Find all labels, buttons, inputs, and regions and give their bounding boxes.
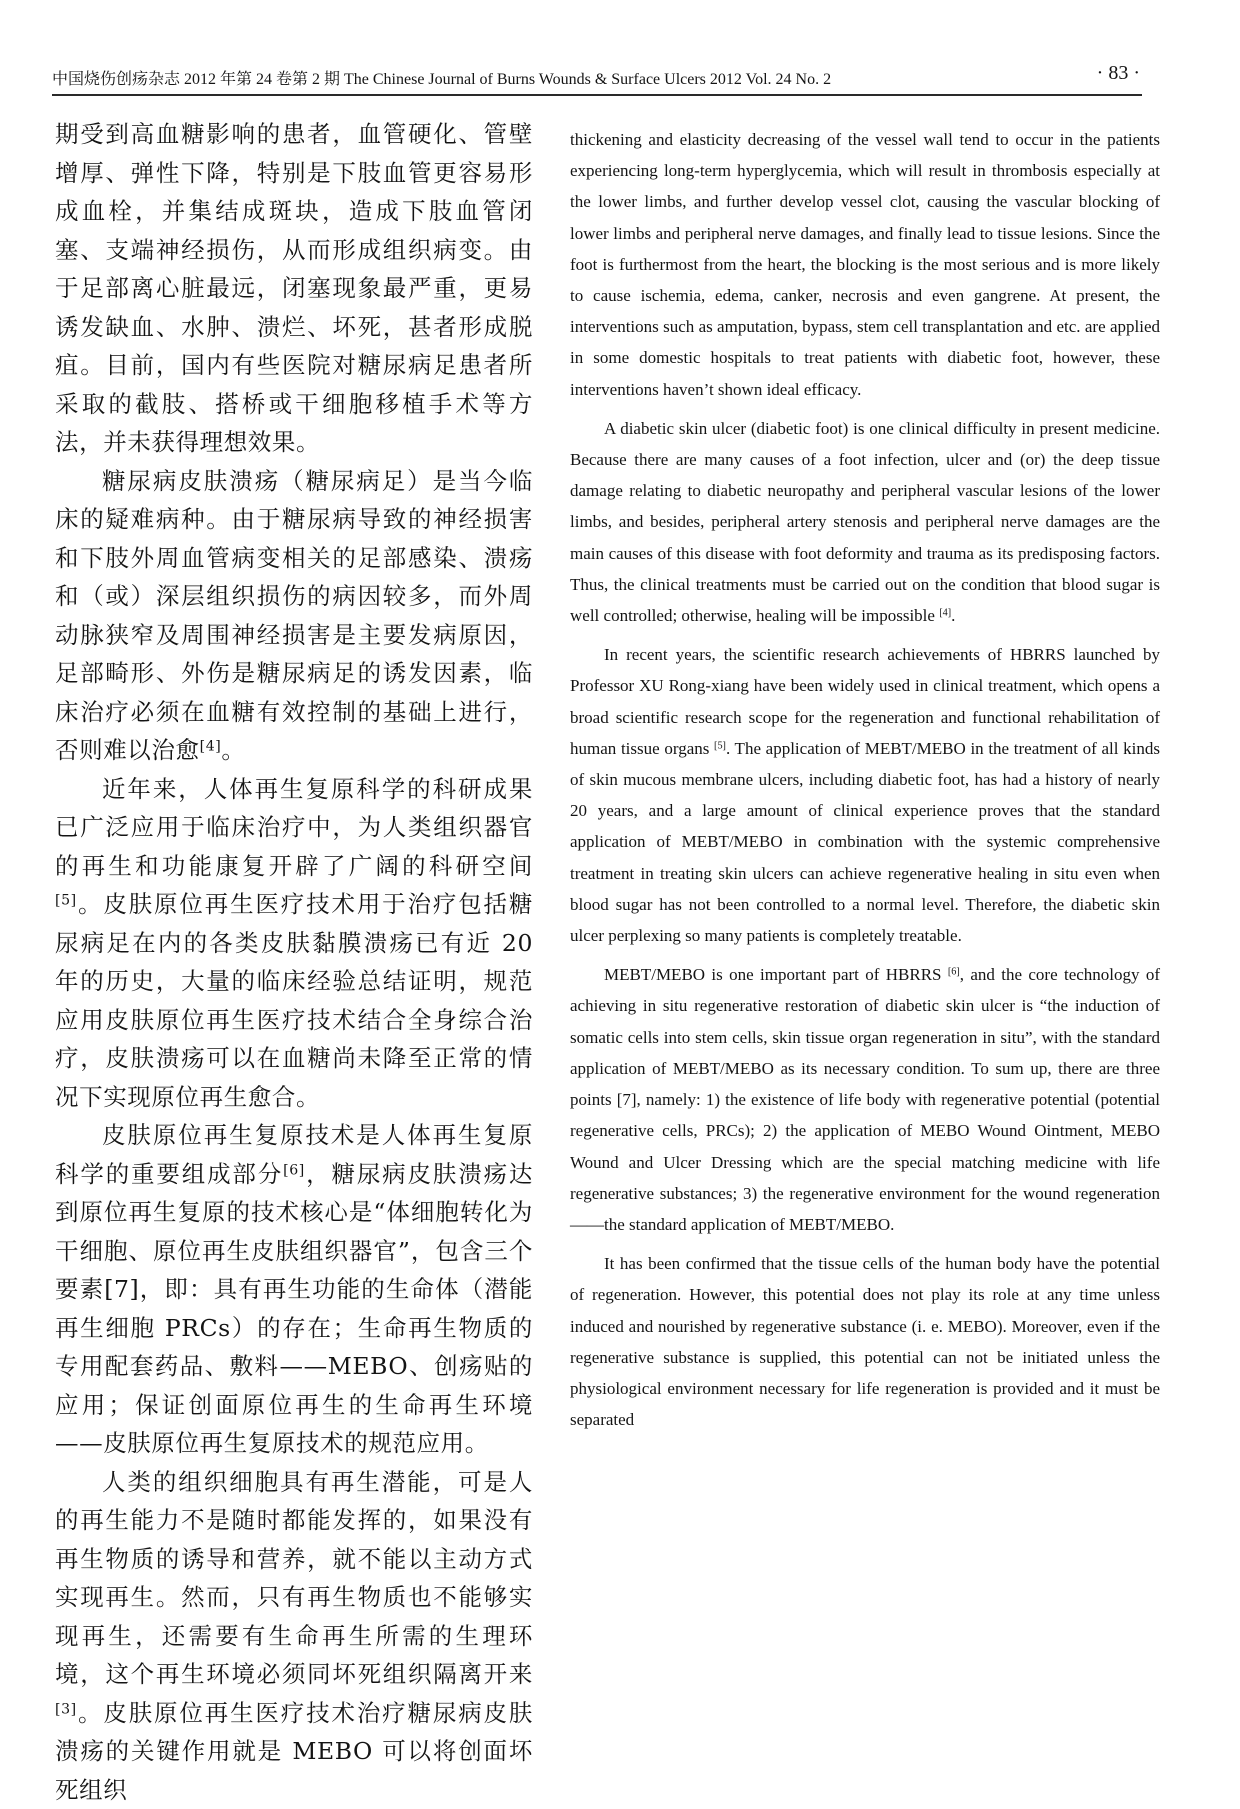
en-paragraph-text: In recent years, the scientific research achievements of HBRRS launched by Professor XU Rong-xiang have been widely used in clinical treatment, which opens a broad scientific research scope for the regeneration and functional rehabilitation of human tissue organs	[570, 645, 1160, 758]
page-number: · 83 ·	[1097, 62, 1140, 85]
zh-paragraph-5	[55, 1463, 533, 1809]
zh-paragraph-tail: ，糖尿病皮肤溃疡达到原位再生复原的技术核心是“体细胞转化为干细胞、原位再生皮肤组织器官”，包含三个要素[7]，即：具有再生功能的生命体（潜能再生细胞 PRCs）的存在；生命再生物质的专用配套药品、敷料——MEBO、创疡贴的应用；保证创面原位再生的生命再生环境——皮肤原位再生复原技术的规范应用。	[55, 1160, 533, 1458]
zh-paragraph-2	[55, 462, 533, 770]
zh-paragraph-text: 皮肤原位再生复原技术是人体再生复原科学的重要组成部分	[55, 1121, 533, 1188]
citation-ref: [3]	[55, 1701, 77, 1717]
en-paragraph-4	[570, 959, 1160, 1240]
en-paragraph-3	[570, 639, 1160, 951]
en-paragraph-tail: .	[951, 606, 955, 625]
english-text-column	[570, 124, 1160, 1443]
citation-ref: [4]	[939, 607, 951, 618]
zh-paragraph-3	[55, 770, 533, 1117]
en-paragraph-1	[570, 124, 1160, 405]
zh-paragraph-tail: 。	[221, 736, 245, 764]
en-paragraph-text: It has been confirmed that the tissue cells of the human body have the potential of regeneration. However, this potential does not play its role at any time unless induced and nourished by regenerative substance (i. e. MEBO). Moreover, even if the regenerative substance is supplied, this potential can not be initiated unless the physiological environment necessary for life regeneration is provided and it must be separated	[570, 1254, 1160, 1429]
zh-paragraph-1	[55, 115, 533, 462]
zh-paragraph-4	[55, 1116, 533, 1463]
en-paragraph-tail: , and the core technology of achieving in situ regenerative restoration of diabetic skin ulcer is “the induction of somatic cells into stem cells, skin tissue organ regeneration in situ”, with the standard application of MEBT/MEBO as its necessary condition. To sum up, there are three points [7], namely: 1) the existence of life body with regenerative potential (potential regenerative cells, PRCs); 2) the application of MEBO Wound Ointment, MEBO Wound and Ulcer Dressing which are the special matching medicine with life regenerative substances; 3) the regenerative environment for the wound regeneration——the standard application of MEBT/MEBO.	[570, 965, 1160, 1234]
zh-paragraph-text: 近年来，人体再生复原科学的科研成果已广泛应用于临床治疗中，为人类组织器官的再生和功能康复开辟了广阔的科研空间	[55, 775, 533, 880]
en-paragraph-2	[570, 413, 1160, 631]
zh-paragraph-text: 期受到高血糖影响的患者，血管硬化、管壁增厚、弹性下降，特别是下肢血管更容易形成血栓，并集结成斑块，造成下肢血管闭塞、支端神经损伤，从而形成组织病变。由于足部离心脏最远，闭塞现象最严重，更易诱发缺血、水肿、溃烂、坏死，甚者形成脱疽。目前，国内有些医院对糖尿病足患者所采取的截肢、搭桥或干细胞移植手术等方法，并未获得理想效果。	[55, 120, 533, 456]
en-paragraph-5	[570, 1248, 1160, 1435]
running-header	[52, 62, 1142, 96]
en-paragraph-text: thickening and elasticity decreasing of the vessel wall tend to occur in the patients experiencing long-term hyperglycemia, which will result in thrombosis especially at the lower limbs, and further develop vessel clot, causing the vascular blocking of lower limbs and peripheral nerve damages, and finally lead to tissue lesions. Since the foot is furthermost from the heart, the blocking is the most serious and is more likely to cause ischemia, edema, canker, necrosis and even gangrene. At present, the interventions such as amputation, bypass, stem cell transplantation and etc. are applied in some domestic hospitals to treat patients with diabetic foot, however, these interventions haven’t shown ideal efficacy.	[570, 130, 1160, 399]
zh-paragraph-text: 糖尿病皮肤溃疡（糖尿病足）是当今临床的疑难病种。由于糖尿病导致的神经损害和下肢外周血管病变相关的足部感染、溃疡和（或）深层组织损伤的病因较多，而外周动脉狭窄及周围神经损害是主要发病原因，足部畸形、外伤是糖尿病足的诱发因素，临床治疗必须在血糖有效控制的基础上进行，否则难以治愈	[55, 467, 533, 765]
citation-ref: [5]	[55, 892, 77, 908]
citation-ref: [5]	[714, 740, 726, 751]
citation-ref: [4]	[200, 738, 222, 754]
chinese-text-column	[55, 115, 533, 1809]
journal-citation-line: 中国烧伤创疡杂志 2012 年第 24 卷第 2 期 The Chinese Journal of Burns Wounds & Surface Ulcers 2012 Vol. 24 No. 2	[52, 66, 831, 89]
citation-ref: [6]	[283, 1162, 305, 1178]
en-paragraph-text: MEBT/MEBO is one important part of HBRRS	[604, 965, 942, 984]
citation-ref: [6]	[948, 967, 960, 978]
en-paragraph-tail: . The application of MEBT/MEBO in the treatment of all kinds of skin mucous membrane ulcers, including diabetic foot, has had a history of nearly 20 years, and a large amount of clinical experience proves that the standard application of MEBT/MEBO in combination with the systemic comprehensive treatment in treating skin ulcers can achieve regenerative healing in situ even when blood sugar has not been controlled to a normal level. Therefore, the diabetic skin ulcer perplexing so many patients is completely treatable.	[570, 739, 1160, 945]
zh-paragraph-tail: 。皮肤原位再生医疗技术用于治疗包括糖尿病足在内的各类皮肤黏膜溃疡已有近 20 年的历史，大量的临床经验总结证明，规范应用皮肤原位再生医疗技术结合全身综合治疗，皮肤溃疡可以在血糖尚未降至正常的情况下实现原位再生愈合。	[55, 890, 533, 1111]
zh-paragraph-text: 人类的组织细胞具有再生潜能，可是人的再生能力不是随时都能发挥的，如果没有再生物质的诱导和营养，就不能以主动方式实现再生。然而，只有再生物质也不能够实现再生，还需要有生命再生所需的生理环境，这个再生环境必须同坏死组织隔离开来	[55, 1468, 533, 1689]
zh-paragraph-tail: 。皮肤原位再生医疗技术治疗糖尿病皮肤溃疡的关键作用就是 MEBO 可以将创面坏死组织	[55, 1699, 533, 1804]
en-paragraph-text: A diabetic skin ulcer (diabetic foot) is one clinical difficulty in present medicine. Because there are many causes of a foot infection, ulcer and (or) the deep tissue damage relating to diabetic neuropathy and peripheral vascular lesions of the lower limbs, and besides, peripheral artery stenosis and peripheral nerve damages are the main causes of this disease with foot deformity and trauma as its predisposing factors. Thus, the clinical treatments must be carried out on the condition that blood sugar is well controlled; otherwise, healing will be impossible	[570, 419, 1160, 625]
